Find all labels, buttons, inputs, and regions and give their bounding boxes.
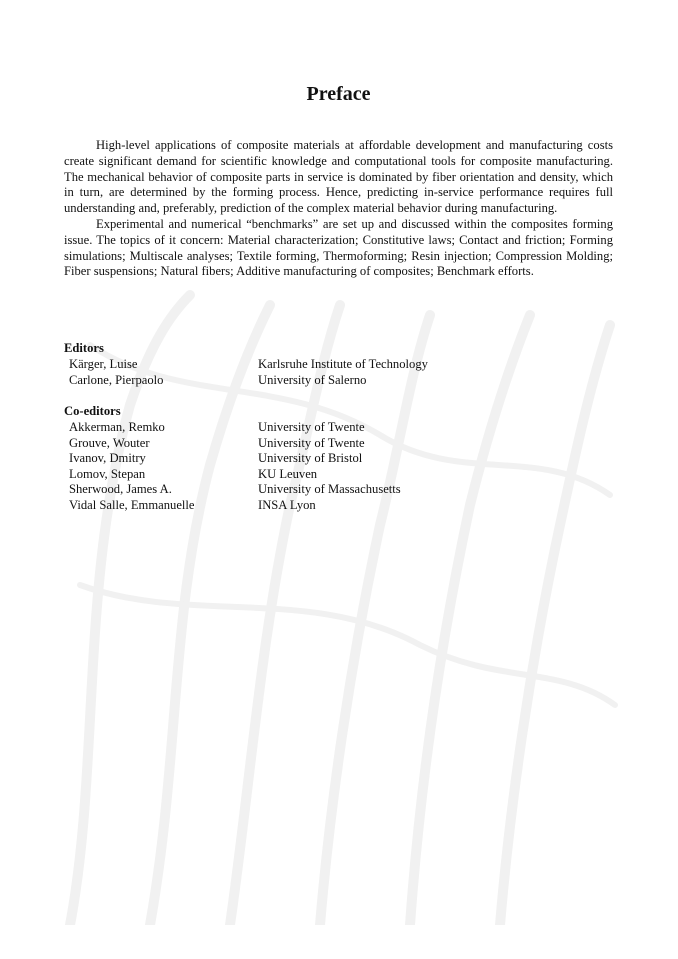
coeditor-affiliation: INSA Lyon [258, 497, 316, 512]
coeditor-row [69, 498, 609, 514]
editors-list [69, 357, 609, 388]
coeditor-row [69, 420, 609, 436]
coeditor-affiliation: University of Massachusetts [258, 482, 401, 497]
editors-heading: Editors [64, 341, 104, 355]
editor-row [69, 373, 609, 389]
coeditor-affiliation: KU Leuven [258, 466, 318, 481]
coeditor-affiliation: University of Bristol [258, 451, 363, 466]
coeditor-name: Grouve, Wouter [69, 435, 150, 450]
coeditor-row [69, 451, 609, 467]
coeditor-name: Sherwood, James A. [69, 482, 172, 497]
coeditor-name: Akkerman, Remko [69, 420, 165, 434]
coeditor-name: Ivanov, Dmitry [69, 451, 146, 466]
coeditor-name: Lomov, Stepan [69, 466, 146, 481]
page-title: Preface [306, 83, 371, 105]
editor-name: Kärger, Luise [69, 357, 138, 371]
coeditors-heading: Co-editors [64, 404, 121, 418]
coeditors-list [69, 420, 609, 514]
editor-affiliation: Karlsruhe Institute of Technology [258, 357, 428, 371]
coeditor-row [69, 436, 609, 452]
coeditor-row [69, 482, 609, 498]
editor-name: Carlone, Pierpaolo [69, 372, 164, 387]
paragraph-1: High-level applications of composite materials at affordable development and manufacturing costs create significant demand for scientific knowledge and computational tools for composite manufacturing. The mechanical behavior of composite parts in service is dominated by fiber orientation and density, which in turn, are determined by the forming process. Hence, predicting in-service performance requires full understanding and, preferably, prediction of the complex material behavior during manufacturing. [64, 138, 613, 216]
coeditor-name: Vidal Salle, Emmanuelle [69, 497, 195, 512]
coeditor-row [69, 467, 609, 483]
coeditor-affiliation: University of Twente [258, 435, 365, 450]
coeditor-affiliation: University of Twente [258, 420, 365, 434]
preface-body [64, 138, 613, 280]
editor-row [69, 357, 609, 373]
paragraph-2: Experimental and numerical “benchmarks” are set up and discussed within the composites forming issue. The topics of it concern: Material characterization; Constitutive laws; Contact and friction; Forming simulations; Multiscale analyses; Textile forming, Thermoforming; Resin injection; Compression Molding; Fiber suspensions; Natural fibers; Additive manufacturing of composites; Benchmark efforts. [64, 216, 613, 279]
editor-affiliation: University of Salerno [258, 372, 367, 387]
